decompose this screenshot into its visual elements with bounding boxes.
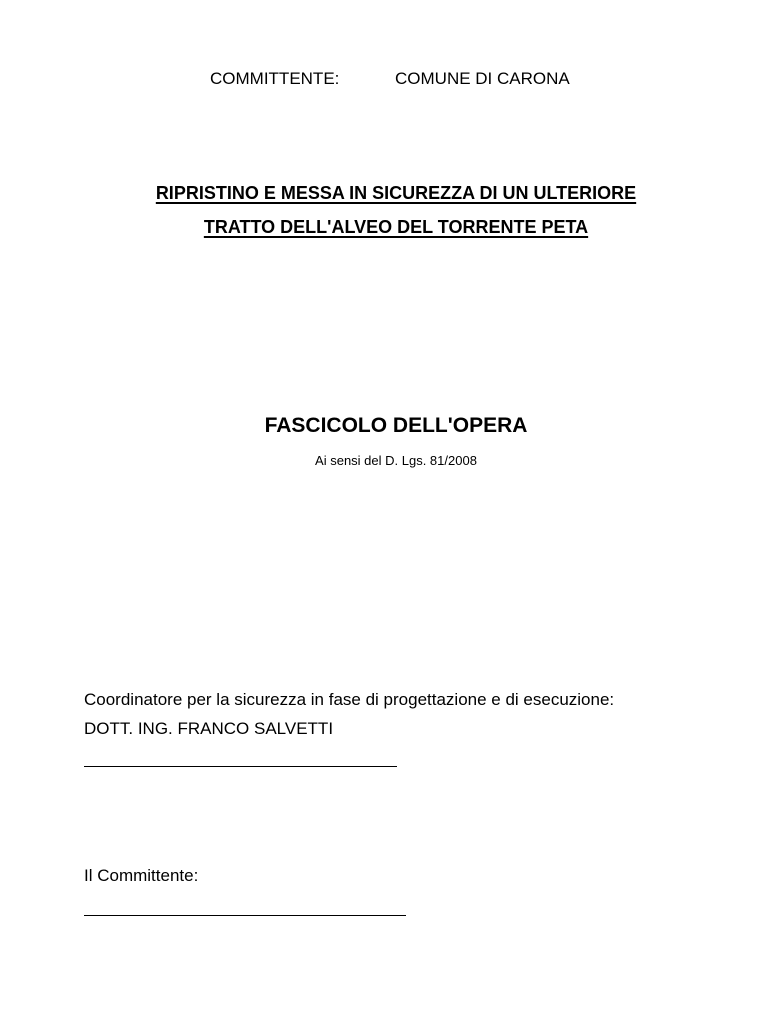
committente-value: COMUNE DI CARONA	[395, 69, 570, 88]
committente-label: COMMITTENTE:	[210, 69, 340, 88]
client-signature-line	[84, 915, 406, 916]
coordinator-label: Coordinatore per la sicurezza in fase di progettazione e di esecuzione:	[84, 690, 615, 709]
project-title-line1: RIPRISTINO E MESSA IN SICUREZZA DI UN ULTERIORE	[155, 183, 637, 203]
coordinator-signature-line	[84, 766, 397, 767]
document-title: FASCICOLO DELL'OPERA	[264, 414, 528, 437]
document-subtitle: Ai sensi del D. Lgs. 81/2008	[315, 453, 477, 468]
client-label: Il Committente:	[84, 866, 199, 885]
project-title-line2: TRATTO DELL'ALVEO DEL TORRENTE PETA	[203, 217, 589, 237]
coordinator-name: DOTT. ING. FRANCO SALVETTI	[84, 719, 334, 738]
